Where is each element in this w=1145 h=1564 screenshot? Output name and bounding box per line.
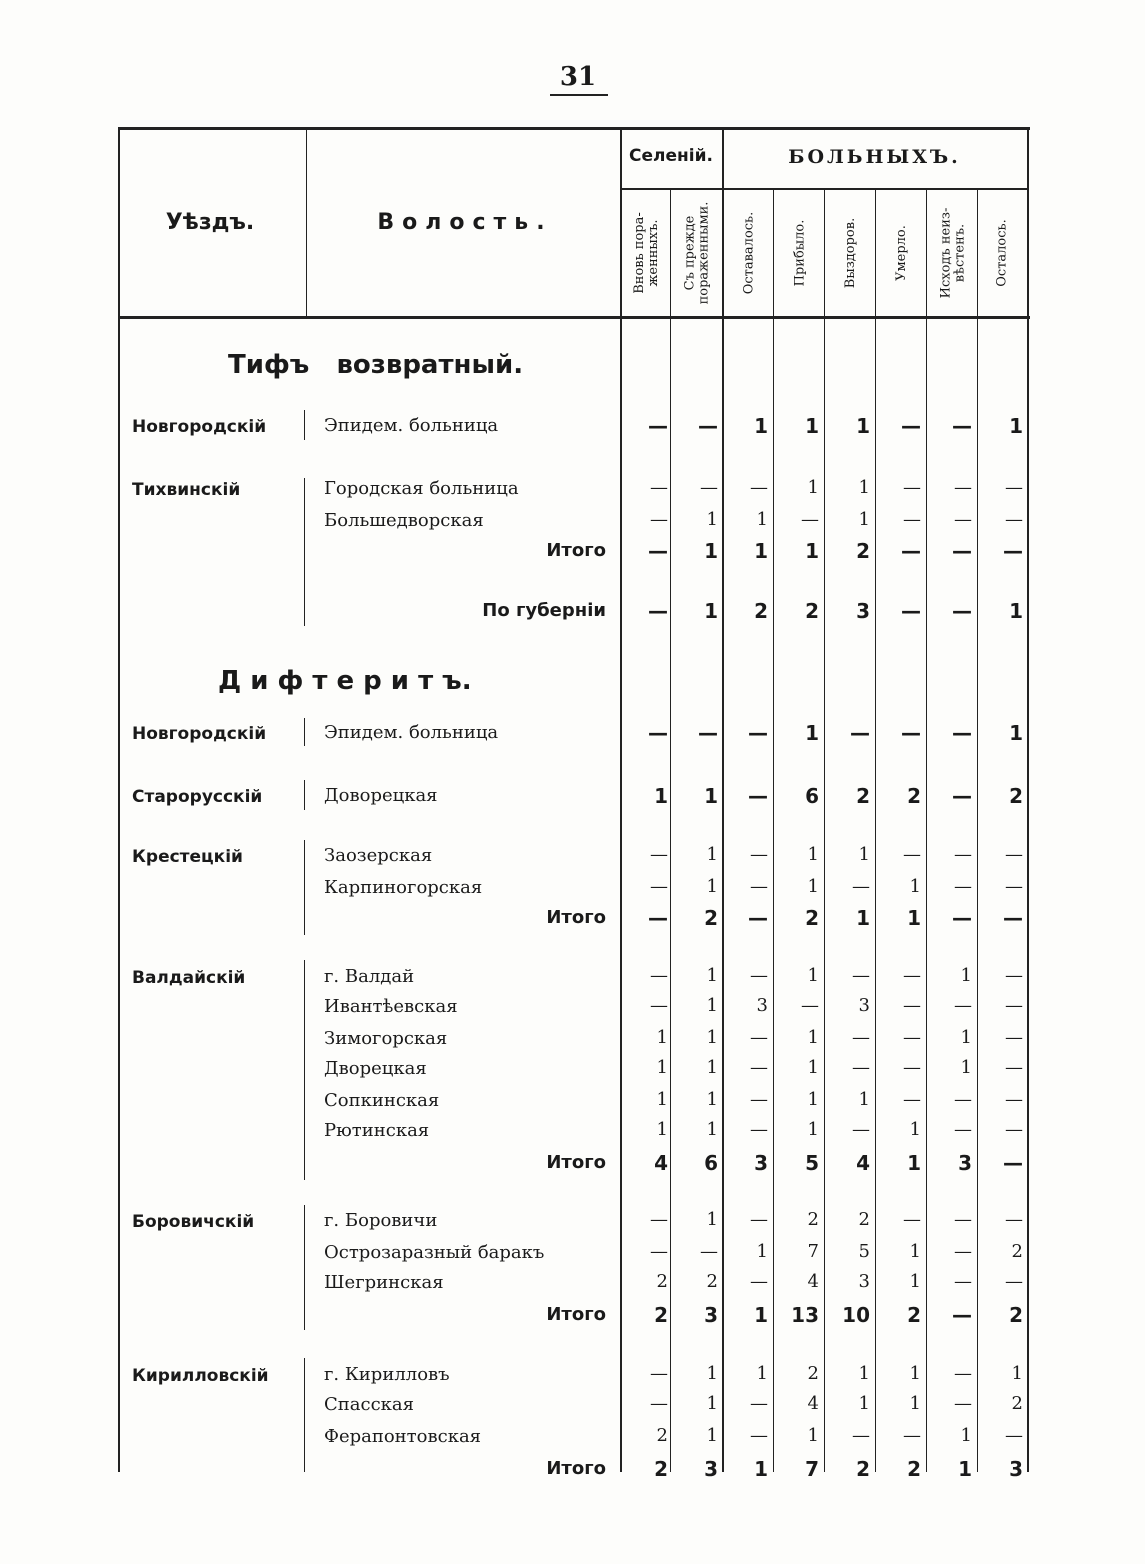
- table-cell: —: [650, 509, 668, 530]
- table-cell: —: [954, 995, 972, 1016]
- uezd-separator: [304, 718, 305, 746]
- table-cell: 5: [858, 1241, 870, 1262]
- total-label: [420, 907, 606, 928]
- uezd-label: [132, 1212, 302, 1232]
- table-cell: 1: [909, 1271, 921, 1292]
- table-cell: 2: [1009, 1303, 1023, 1327]
- table-cell: —: [648, 906, 668, 930]
- table-cell: 1: [754, 539, 768, 563]
- table-cell: 2: [656, 1271, 668, 1292]
- table-cell: 1: [704, 784, 718, 808]
- table-cell: —: [750, 1393, 768, 1414]
- table-cell: 7: [805, 1457, 819, 1481]
- table-cell: 1: [654, 784, 668, 808]
- uezd-label: [132, 724, 302, 744]
- total-text: По губерніи: [482, 600, 606, 621]
- total-label: [420, 1152, 606, 1173]
- table-cell: 1: [656, 1057, 668, 1078]
- header-col-prezhde: Съ прежде пораженными.: [682, 201, 711, 304]
- table-cell: 4: [856, 1151, 870, 1175]
- volost-label: [324, 722, 606, 743]
- table-cell: 1: [706, 1089, 718, 1110]
- header-volost: Волость.: [377, 210, 553, 235]
- header-col-ishod: Исходъ неиз- вѣстенъ.: [938, 207, 968, 298]
- table-cell: —: [1005, 1271, 1023, 1292]
- volost-name: Зимогорская: [324, 1028, 448, 1049]
- table-cell: 4: [654, 1151, 668, 1175]
- table-cell: 4: [807, 1271, 819, 1292]
- table-cell: 2: [807, 1209, 819, 1230]
- uezd-label: [132, 968, 302, 988]
- uezd-name: Крестецкій: [132, 847, 243, 867]
- table-cell: —: [748, 784, 768, 808]
- volost-label: [324, 415, 606, 436]
- section-title-tif: Тифъ возвратный.: [228, 350, 524, 380]
- table-cell: —: [648, 414, 668, 438]
- uezd-label: [132, 787, 302, 807]
- table-cell: —: [901, 539, 921, 563]
- table-cell: 1: [960, 1425, 972, 1446]
- total-text: Итого: [546, 1458, 606, 1479]
- table-cell: 1: [754, 1457, 768, 1481]
- table-cell: 1: [909, 1363, 921, 1384]
- volost-label: [324, 785, 606, 806]
- total-label: [420, 1304, 606, 1325]
- total-text: Итого: [546, 1304, 606, 1325]
- table-left-border: [118, 127, 120, 1472]
- volost-name: г. Боровичи: [324, 1210, 438, 1231]
- table-cell: 2: [656, 1425, 668, 1446]
- table-cell: —: [952, 539, 972, 563]
- table-cell: —: [952, 599, 972, 623]
- table-cell: —: [650, 477, 668, 498]
- header-col-umerlo: Умерло.: [894, 224, 909, 281]
- table-cell: —: [903, 509, 921, 530]
- uezd-name: Тихвинскій: [132, 480, 241, 500]
- header-seleniy: Селеній.: [629, 146, 713, 166]
- table-cell: 6: [805, 784, 819, 808]
- table-cell: 1: [858, 477, 870, 498]
- table-cell: 3: [756, 995, 768, 1016]
- table-cell: —: [954, 1089, 972, 1110]
- table-cell: —: [750, 965, 768, 986]
- table-cell: —: [1005, 876, 1023, 897]
- table-cell: 1: [807, 1027, 819, 1048]
- table-cell: 1: [706, 1209, 718, 1230]
- total-label: [420, 600, 606, 621]
- table-cell: 1: [756, 1363, 768, 1384]
- table-cell: 4: [807, 1393, 819, 1414]
- table-cell: 1: [909, 1119, 921, 1140]
- table-cell: —: [952, 906, 972, 930]
- table-cell: 1: [656, 1089, 668, 1110]
- table-cell: —: [954, 1241, 972, 1262]
- volost-label: [324, 1028, 606, 1049]
- table-cell: —: [903, 965, 921, 986]
- table-cell: 1: [805, 721, 819, 745]
- table-cell: 1: [858, 509, 870, 530]
- table-cell: 2: [807, 1363, 819, 1384]
- table-cell: —: [700, 1241, 718, 1262]
- table-cell: —: [901, 414, 921, 438]
- table-cell: 1: [807, 1089, 819, 1110]
- table-cell: —: [1005, 844, 1023, 865]
- table-cell: 2: [856, 1457, 870, 1481]
- header-uezd: Уѣздъ.: [165, 210, 255, 235]
- table-cell: —: [1003, 1151, 1023, 1175]
- table-cell: —: [954, 844, 972, 865]
- uezd-separator: [304, 840, 305, 935]
- header-col-ostavalos: Оставалось.: [741, 211, 756, 294]
- volost-name: Эпидем. больница: [324, 722, 499, 743]
- table-cell: 1: [706, 509, 718, 530]
- table-cell: —: [750, 1119, 768, 1140]
- volost-name: Ферапонтовская: [324, 1426, 482, 1447]
- table-cell: —: [954, 1119, 972, 1140]
- uezd-label: [132, 417, 302, 437]
- table-cell: 2: [907, 1457, 921, 1481]
- table-cell: 1: [706, 1393, 718, 1414]
- table-cell: —: [750, 477, 768, 498]
- table-cell: 13: [791, 1303, 819, 1327]
- table-cell: 2: [1009, 784, 1023, 808]
- table-cell: 5: [805, 1151, 819, 1175]
- table-cell: —: [750, 1027, 768, 1048]
- table-cell: —: [801, 995, 819, 1016]
- table-cell: —: [750, 844, 768, 865]
- uezd-name: Новгородскій: [132, 724, 267, 744]
- table-cell: —: [852, 876, 870, 897]
- table-cell: 10: [842, 1303, 870, 1327]
- table-cell: 3: [858, 1271, 870, 1292]
- uezd-name: Боровичскій: [132, 1212, 255, 1232]
- table-cell: 2: [654, 1457, 668, 1481]
- table-cell: 2: [1011, 1241, 1023, 1262]
- table-cell: —: [650, 844, 668, 865]
- volost-name: г. Валдай: [324, 966, 415, 987]
- table-cell: 2: [706, 1271, 718, 1292]
- table-cell: —: [954, 876, 972, 897]
- table-cell: —: [852, 1027, 870, 1048]
- uezd-separator: [304, 1358, 305, 1472]
- table-cell: —: [698, 721, 718, 745]
- table-cell: —: [700, 477, 718, 498]
- table-cell: —: [1005, 509, 1023, 530]
- table-cell: 3: [754, 1151, 768, 1175]
- table-cell: —: [750, 1209, 768, 1230]
- table-cell: —: [903, 995, 921, 1016]
- volost-label: [324, 1242, 606, 1263]
- table-cell: 1: [756, 509, 768, 530]
- volost-label: [324, 845, 606, 866]
- table-cell: 2: [907, 784, 921, 808]
- table-cell: —: [650, 876, 668, 897]
- table-cell: 1: [706, 1057, 718, 1078]
- table-cell: —: [801, 509, 819, 530]
- total-text: Итого: [546, 540, 606, 561]
- table-cell: —: [903, 1209, 921, 1230]
- table-cell: 1: [754, 414, 768, 438]
- uezd-label: [132, 1366, 302, 1386]
- uezd-separator: [304, 960, 305, 1180]
- table-cell: 3: [858, 995, 870, 1016]
- volost-name: Доворецкая: [324, 785, 438, 806]
- table-cell: 1: [958, 1457, 972, 1481]
- table-cell: 3: [856, 599, 870, 623]
- table-cell: —: [748, 721, 768, 745]
- table-cell: 1: [754, 1303, 768, 1327]
- table-cell: —: [1005, 1089, 1023, 1110]
- volost-label: [324, 1090, 606, 1111]
- uezd-separator: [304, 1205, 305, 1330]
- uezd-label: [132, 847, 302, 867]
- volost-name: Дворецкая: [324, 1058, 427, 1079]
- total-label: [420, 1458, 606, 1479]
- volost-label: [324, 1210, 606, 1231]
- table-cell: 2: [907, 1303, 921, 1327]
- table-cell: —: [650, 965, 668, 986]
- table-cell: 2: [654, 1303, 668, 1327]
- table-cell: 2: [858, 1209, 870, 1230]
- table-cell: —: [952, 784, 972, 808]
- table-cell: 1: [960, 965, 972, 986]
- uezd-name: Новгородскій: [132, 417, 267, 437]
- table-cell: —: [901, 599, 921, 623]
- table-cell: —: [750, 1057, 768, 1078]
- table-cell: —: [903, 1425, 921, 1446]
- table-cell: 1: [807, 1119, 819, 1140]
- table-cell: —: [698, 414, 718, 438]
- table-cell: 7: [807, 1241, 819, 1262]
- table-cell: —: [650, 995, 668, 1016]
- table-cell: —: [954, 509, 972, 530]
- header-col-pribylo: Прибыло.: [792, 219, 807, 286]
- table-cell: —: [903, 1089, 921, 1110]
- volost-label: [324, 1394, 606, 1415]
- table-cell: —: [852, 1119, 870, 1140]
- table-cell: —: [750, 876, 768, 897]
- table-cell: 1: [706, 965, 718, 986]
- table-cell: —: [954, 1363, 972, 1384]
- table-cell: 1: [656, 1027, 668, 1048]
- table-cell: —: [852, 1425, 870, 1446]
- table-top-border: [118, 127, 1030, 130]
- header-col-ostalos: Осталось.: [995, 218, 1010, 287]
- volost-name: Спасская: [324, 1394, 414, 1415]
- table-cell: 1: [909, 1241, 921, 1262]
- table-cell: —: [650, 1393, 668, 1414]
- table-cell: 1: [1009, 721, 1023, 745]
- section-title-difterit: Д и ф т е р и т ъ.: [218, 666, 472, 696]
- table-cell: 1: [807, 1425, 819, 1446]
- table-cell: 2: [856, 784, 870, 808]
- uezd-label: [132, 480, 302, 500]
- table-cell: 1: [706, 1425, 718, 1446]
- table-cell: 1: [909, 1393, 921, 1414]
- table-cell: 1: [706, 844, 718, 865]
- page-number-rule: [550, 94, 608, 96]
- total-text: Итого: [546, 907, 606, 928]
- table-cell: 1: [706, 1027, 718, 1048]
- header-col-vnov: Вновь пора- женныхъ.: [632, 211, 661, 294]
- volost-name: Сопкинская: [324, 1090, 440, 1111]
- table-cell: 1: [706, 995, 718, 1016]
- table-cell: 2: [704, 906, 718, 930]
- table-cell: 1: [858, 844, 870, 865]
- table-cell: 1: [807, 965, 819, 986]
- volost-label: [324, 1426, 606, 1447]
- table-cell: 3: [1009, 1457, 1023, 1481]
- table-cell: 1: [706, 1363, 718, 1384]
- uezd-name: Кирилловскій: [132, 1366, 269, 1386]
- uezd-separator: [304, 410, 305, 440]
- table-cell: 1: [1009, 599, 1023, 623]
- table-cell: 1: [856, 906, 870, 930]
- uezd-column-divider: [306, 130, 307, 318]
- table-cell: 6: [704, 1151, 718, 1175]
- table-cell: 1: [1009, 414, 1023, 438]
- header-col-vyzdorov: Выздоров.: [843, 217, 859, 288]
- table-cell: 1: [858, 1089, 870, 1110]
- table-cell: —: [901, 721, 921, 745]
- volost-name: Заозерская: [324, 845, 433, 866]
- table-cell: 2: [856, 539, 870, 563]
- table-cell: 3: [704, 1303, 718, 1327]
- table-cell: —: [954, 1271, 972, 1292]
- volost-name: Ивантѣевская: [324, 996, 458, 1017]
- volost-label: [324, 996, 606, 1017]
- table-cell: 1: [858, 1363, 870, 1384]
- table-cell: —: [1003, 539, 1023, 563]
- table-cell: —: [1005, 1027, 1023, 1048]
- volost-label: [324, 966, 606, 987]
- table-cell: —: [750, 1425, 768, 1446]
- table-cell: 2: [754, 599, 768, 623]
- table-cell: —: [1005, 1209, 1023, 1230]
- table-cell: 1: [907, 906, 921, 930]
- table-cell: 1: [856, 414, 870, 438]
- volost-name: Большедворская: [324, 510, 484, 531]
- volost-name: Городская больница: [324, 478, 519, 499]
- table-cell: —: [650, 1209, 668, 1230]
- table-cell: 3: [958, 1151, 972, 1175]
- volost-name: Карпиногорская: [324, 877, 483, 898]
- uezd-separator: [304, 780, 305, 810]
- table-cell: —: [952, 721, 972, 745]
- table-cell: —: [750, 1271, 768, 1292]
- table-cell: 1: [704, 599, 718, 623]
- volost-label: [324, 1272, 606, 1293]
- table-cell: 3: [704, 1457, 718, 1481]
- table-cell: —: [1005, 477, 1023, 498]
- table-cell: —: [648, 721, 668, 745]
- table-right-border: [1027, 127, 1029, 1472]
- total-label: [420, 540, 606, 561]
- table-cell: 2: [805, 599, 819, 623]
- table-cell: —: [1005, 1425, 1023, 1446]
- uezd-separator: [304, 478, 305, 626]
- page-number: 31: [559, 62, 597, 92]
- table-cell: —: [903, 844, 921, 865]
- volost-name: Рютинская: [324, 1120, 430, 1141]
- table-cell: —: [1003, 906, 1023, 930]
- table-cell: 1: [807, 477, 819, 498]
- table-cell: 1: [1011, 1363, 1023, 1384]
- table-cell: —: [852, 1057, 870, 1078]
- table-cell: —: [648, 599, 668, 623]
- volost-name: г. Кирилловъ: [324, 1364, 450, 1385]
- table-cell: 2: [805, 906, 819, 930]
- header-bottom-border: [118, 316, 1030, 319]
- volost-label: [324, 1364, 606, 1385]
- table-cell: —: [952, 1303, 972, 1327]
- table-cell: —: [648, 539, 668, 563]
- table-cell: —: [1005, 1057, 1023, 1078]
- table-cell: —: [952, 414, 972, 438]
- header-bolnykh: БОЛЬНЫХЪ.: [788, 146, 961, 168]
- table-cell: 2: [1011, 1393, 1023, 1414]
- table-cell: 1: [807, 1057, 819, 1078]
- table-cell: 1: [656, 1119, 668, 1140]
- volost-label: [324, 1120, 606, 1141]
- table-cell: 1: [704, 539, 718, 563]
- total-text: Итого: [546, 1152, 606, 1173]
- uezd-name: Валдайскій: [132, 968, 246, 988]
- table-cell: 1: [807, 844, 819, 865]
- table-cell: 1: [909, 876, 921, 897]
- table-cell: —: [954, 477, 972, 498]
- table-cell: 1: [706, 876, 718, 897]
- volost-label: [324, 478, 606, 499]
- volost-label: [324, 1058, 606, 1079]
- table-cell: —: [850, 721, 870, 745]
- table-cell: —: [954, 1393, 972, 1414]
- volost-label: [324, 510, 606, 531]
- table-cell: 1: [805, 539, 819, 563]
- table-cell: 1: [907, 1151, 921, 1175]
- table-cell: —: [903, 1057, 921, 1078]
- table-cell: 1: [960, 1027, 972, 1048]
- table-cell: —: [1005, 965, 1023, 986]
- volost-name: Эпидем. больница: [324, 415, 499, 436]
- table-cell: —: [650, 1363, 668, 1384]
- table-cell: —: [650, 1241, 668, 1262]
- table-cell: —: [903, 1027, 921, 1048]
- uezd-name: Старорусскій: [132, 787, 263, 807]
- table-cell: —: [954, 1209, 972, 1230]
- table-cell: —: [750, 1089, 768, 1110]
- table-cell: —: [1005, 1119, 1023, 1140]
- table-cell: 1: [805, 414, 819, 438]
- volost-name: Острозаразный баракъ: [324, 1242, 545, 1263]
- table-cell: —: [903, 477, 921, 498]
- table-cell: 1: [960, 1057, 972, 1078]
- col-divider-1: [670, 190, 671, 1472]
- table-cell: 1: [706, 1119, 718, 1140]
- table-cell: —: [1005, 995, 1023, 1016]
- table-cell: —: [748, 906, 768, 930]
- table-cell: 1: [858, 1393, 870, 1414]
- table-cell: —: [852, 965, 870, 986]
- table-cell: 1: [756, 1241, 768, 1262]
- volost-name: Шегринская: [324, 1272, 444, 1293]
- volost-label: [324, 877, 606, 898]
- table-cell: 1: [807, 876, 819, 897]
